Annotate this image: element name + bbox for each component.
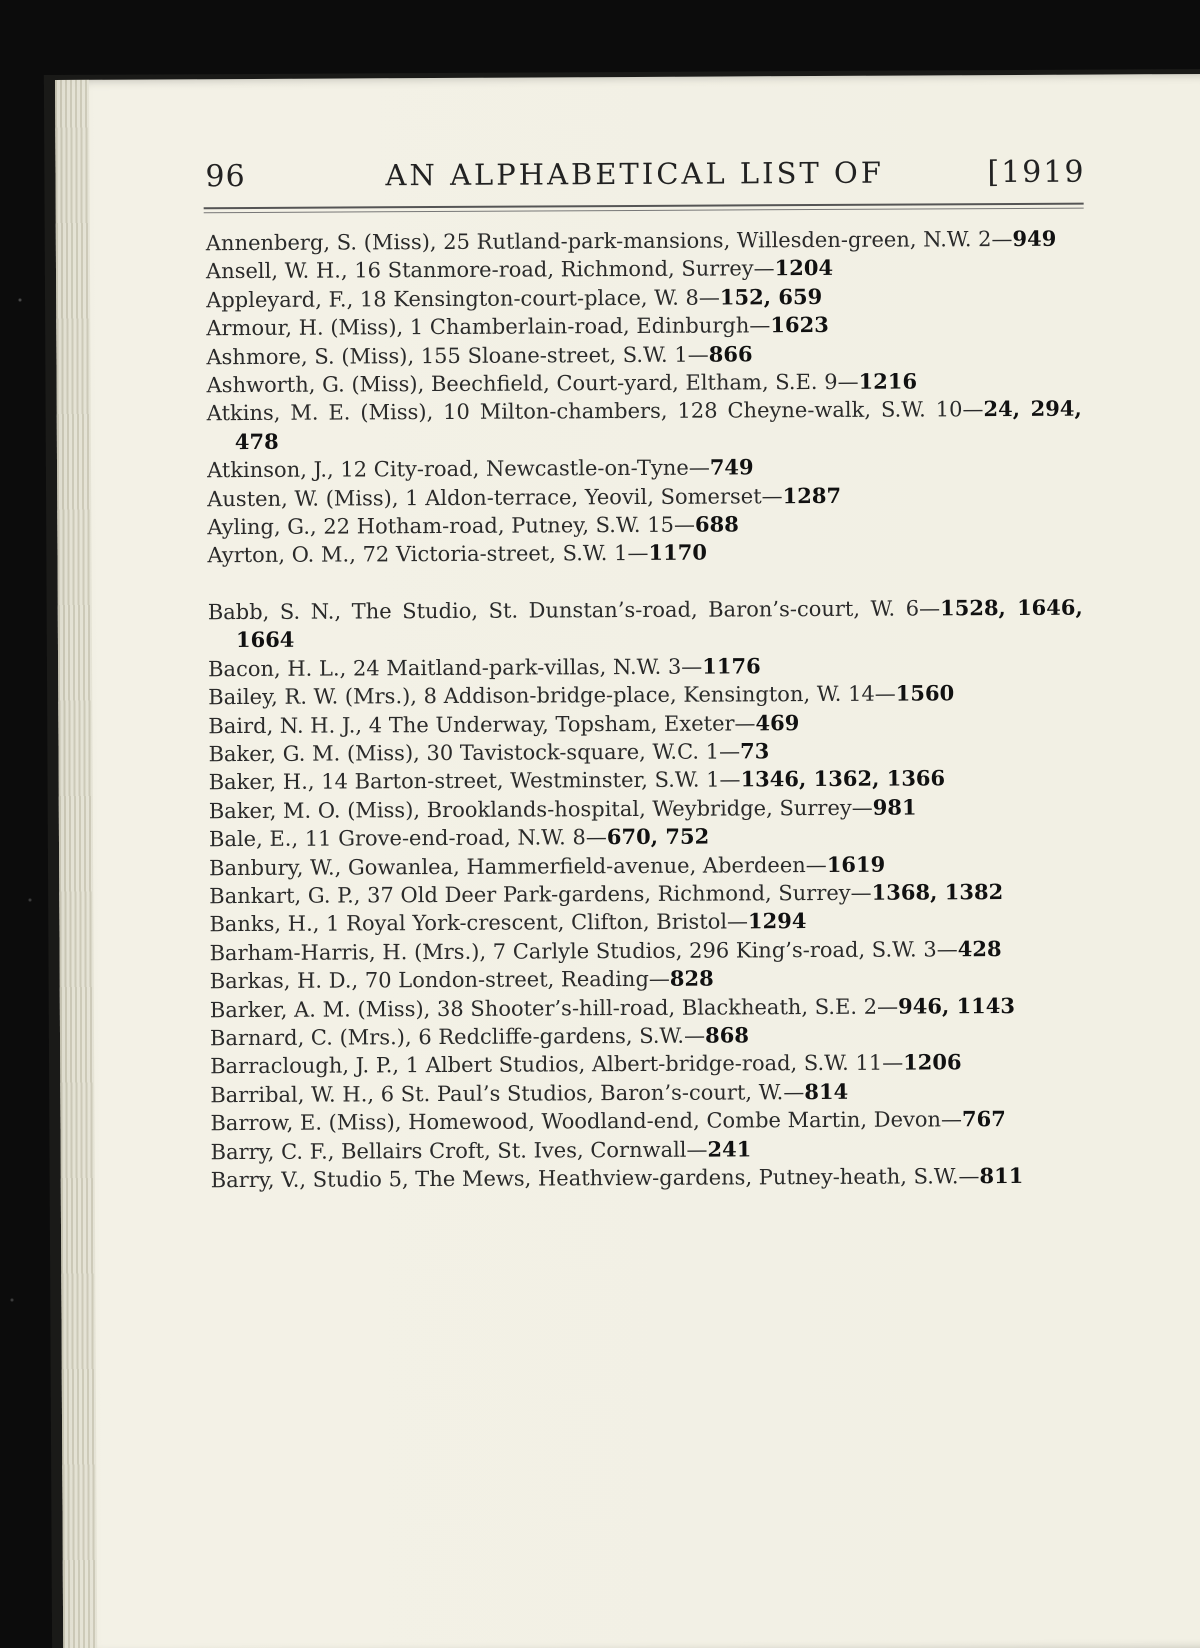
entry-text: Barnard, C. (Mrs.), 6 Redcliffe-gardens, S.W.—: [209, 1023, 706, 1051]
entry-text: Bankart, G. P., 37 Old Deer Park-gardens, Richmond, Surrey—: [209, 880, 872, 909]
entry-references: 981: [872, 794, 917, 820]
entry-references: 814: [804, 1078, 849, 1104]
entry-text: Bacon, H. L., 24 Maitland-park-villas, N.W. 3—: [208, 654, 703, 681]
directory-entry: [210, 1020, 1085, 1053]
entry-references: 1176: [702, 653, 761, 679]
entry-references: 670, 752: [606, 823, 710, 850]
entry-text: Austen, W. (Miss), 1 Aldon-terrace, Yeovil, Somerset—: [207, 483, 783, 511]
directory-entry: [210, 963, 1085, 996]
entry-text: Atkins, M. E. (Miss), 10 Milton-chambers, 128 Cheyne-walk, S.W. 10—: [206, 397, 984, 426]
entry-references: 1528, 1646, 1664: [235, 594, 1083, 653]
entry-text: Barribal, W. H., 6 St. Paul’s Studios, Baron’s-court, W.—: [210, 1079, 805, 1107]
directory-entry: [209, 878, 1084, 911]
directory-entry: [208, 650, 1083, 683]
directory-entry: [208, 707, 1083, 740]
entry-references: 1287: [782, 482, 842, 508]
entry-text: Barry, C. F., Bellairs Croft, St. Ives, Cornwall—: [210, 1137, 708, 1164]
directory-entry: [207, 367, 1082, 400]
entry-references: 949: [1012, 225, 1057, 251]
directory-entry: [208, 679, 1083, 712]
directory-entry: [208, 736, 1083, 769]
entry-text: Barham-Harris, H. (Mrs.), 7 Carlyle Studios, 296 King’s-road, S.W. 3—: [209, 937, 958, 965]
entry-references: 1204: [774, 255, 834, 281]
page-number: 96: [205, 159, 246, 195]
directory-entry: [209, 849, 1084, 882]
entry-text: Baird, N. H. J., 4 The Underway, Topsham, Exeter—: [208, 710, 756, 738]
directory-entry: [211, 1133, 1086, 1166]
entry-text: Armour, H. (Miss), 1 Chamberlain-road, Edinburgh—: [206, 313, 771, 341]
entry-text: Baker, G. M. (Miss), 30 Tavistock-square, W.C. 1—: [208, 739, 741, 767]
directory-entry: [207, 537, 1082, 570]
directory-entry: [208, 594, 1083, 655]
entry-references: 828: [669, 965, 714, 991]
entry-text: Ashmore, S. (Miss), 155 Sloane-street, S.W. 1—: [206, 342, 709, 369]
entry-references: 1216: [858, 368, 918, 394]
entry-text: Baker, M. O. (Miss), Brooklands-hospital, Weybridge, Surrey—: [208, 795, 873, 823]
entry-references: 749: [709, 454, 754, 480]
entry-text: Ashworth, G. (Miss), Beechfield, Court-yard, Eltham, S.E. 9—: [206, 369, 859, 398]
entry-references: 241: [707, 1135, 752, 1162]
section-a: [206, 225, 1083, 570]
directory-entry: [206, 253, 1081, 286]
entry-references: 152, 659: [719, 283, 823, 310]
entry-references: 866: [708, 340, 753, 367]
entry-references: 1560: [895, 680, 955, 706]
entry-text: Barker, A. M. (Miss), 38 Shooter’s-hill-road, Blackheath, S.E. 2—: [209, 994, 899, 1022]
entry-text: Atkinson, J., 12 City-road, Newcastle-on-Tyne—: [206, 455, 710, 483]
entry-text: Ansell, W. H., 16 Stanmore-road, Richmond, Surrey—: [205, 256, 775, 284]
entry-text: Barraclough, J. P., 1 Albert Studios, Albert-bridge-road, S.W. 11—: [210, 1050, 904, 1079]
entry-text: Barry, V., Studio 5, The Mews, Heathview-gardens, Putney-heath, S.W.—: [210, 1164, 980, 1193]
directory-entry: [207, 452, 1082, 485]
directory-entry: [210, 1076, 1085, 1109]
directory-entry: [207, 395, 1082, 456]
entry-text: Annenberg, S. (Miss), 25 Rutland-park-mansions, Willesden-green, N.W. 2—: [205, 226, 1013, 256]
entry-text: Bale, E., 11 Grove-end-road, N.W. 8—: [208, 825, 607, 852]
book-page: [55, 74, 1200, 1648]
entry-references: 428: [957, 935, 1002, 962]
entry-text: Banbury, W., Gowanlea, Hammerfield-avenue, Aberdeen—: [209, 852, 827, 880]
entry-references: 1368, 1382: [871, 878, 1004, 905]
entry-text: Banks, H., 1 Royal York-crescent, Clifton, Bristol—: [209, 909, 749, 937]
year-label: [1919: [987, 154, 1086, 191]
entry-references: 1294: [747, 908, 807, 934]
directory-entry: [207, 509, 1082, 542]
directory-entry: [210, 1105, 1085, 1138]
entry-references: 1619: [826, 851, 886, 877]
entry-text: Baker, H., 14 Barton-street, Westminster, S.W. 1—: [208, 767, 741, 795]
entry-references: 868: [705, 1022, 749, 1048]
directory-entry: [210, 1048, 1085, 1081]
entry-references: 73: [740, 738, 770, 764]
directory-entry: [211, 1162, 1086, 1195]
page-header: [205, 155, 1085, 200]
entry-references: 946, 1143: [898, 992, 1016, 1019]
directory-entry: [209, 934, 1084, 967]
entry-references: 469: [755, 709, 800, 735]
directory-entry: [209, 821, 1084, 854]
running-title: AN ALPHABETICAL LIST OF: [385, 155, 885, 193]
directory-entry: [207, 480, 1082, 513]
directory-entry: [209, 764, 1084, 797]
entry-references: 1206: [903, 1049, 962, 1075]
entry-text: Barkas, H. D., 70 London-street, Reading—: [209, 966, 670, 994]
entry-text: Appleyard, F., 18 Kensington-court-place, W. 8—: [206, 285, 720, 313]
entry-references: 688: [694, 511, 739, 537]
directory-entry: [206, 310, 1081, 343]
entry-text: Bailey, R. W. (Mrs.), 8 Addison-bridge-place, Kensington, W. 14—: [208, 681, 896, 710]
page-gutter: [55, 80, 97, 1648]
directory-entry: [209, 792, 1084, 825]
directory-entry: [210, 991, 1085, 1024]
entry-references: 811: [979, 1162, 1024, 1189]
directory-entry: [206, 225, 1081, 258]
directory-entry: [209, 906, 1084, 939]
directory-listing: [206, 225, 1086, 1195]
entry-references: 1623: [770, 312, 829, 338]
section-b: [208, 594, 1086, 1195]
entry-references: 1170: [648, 540, 708, 566]
directory-entry: [206, 338, 1081, 371]
entry-text: Ayling, G., 22 Hotham-road, Putney, S.W. 15—: [207, 512, 695, 540]
entry-text: Babb, S. N., The Studio, St. Dunstan’s-road, Baron’s-court, W. 6—: [207, 596, 941, 625]
entry-references: 24, 294, 478: [234, 396, 1082, 454]
directory-entry: [206, 281, 1081, 314]
entry-text: Barrow, E. (Miss), Homewood, Woodland-end, Combe Martin, Devon—: [210, 1107, 963, 1136]
entry-references: 1346, 1362, 1366: [740, 765, 946, 792]
entry-references: 767: [961, 1106, 1006, 1132]
entry-text: Ayrton, O. M., 72 Victoria-street, S.W. 1—: [207, 541, 649, 568]
